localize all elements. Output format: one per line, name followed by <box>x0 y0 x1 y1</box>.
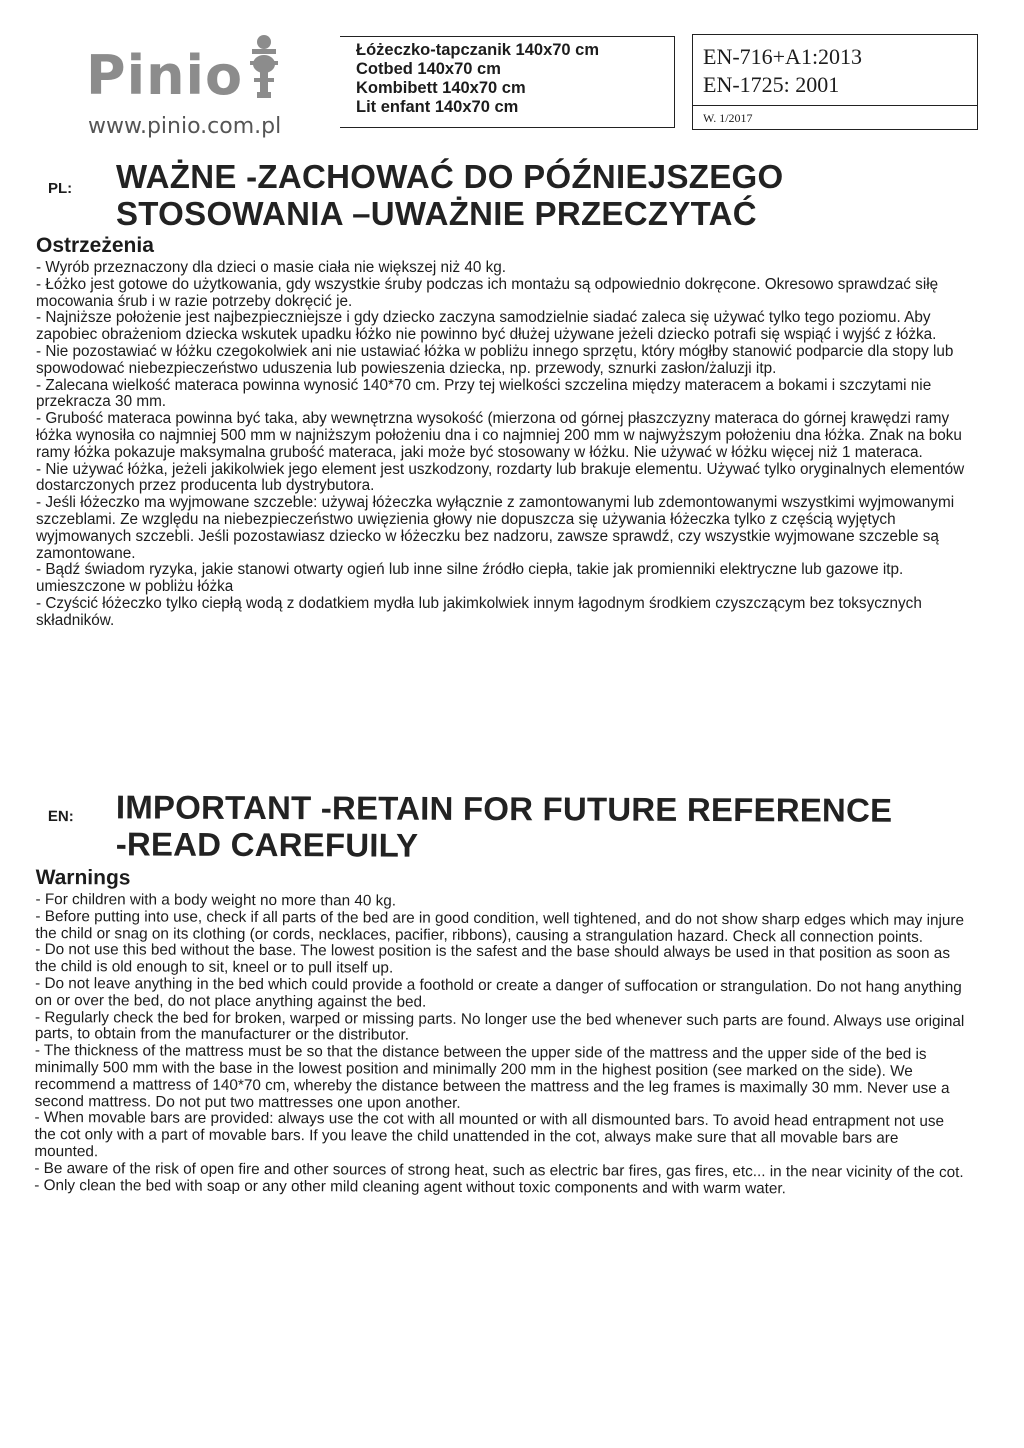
warnings-subheading: Ostrzeżenia <box>36 234 154 257</box>
product-names-box <box>340 36 675 128</box>
warning-item: - Jeśli łóżeczko ma wyjmowane szczeble: używaj łóżeczka wyłącznie z zamontowanymi lub zdemontowanymi wszystkimi wyjmowanymi szczeblami. Ze względu na niebezpieczeństwo uwięzienia głowy nie dopuszcza się używania łóżeczka tylko z częścią wyjętych wyjmowanych szczebli. Jeśli pozostawiasz dziecko w łóżeczku bez nadzoru, zawsze sprawdź, czy wszystkie wyjmowane szczeble są zamontowane. <box>36 494 955 562</box>
heading-line: -READ CAREFUILY <box>115 825 419 864</box>
standard-code: EN-1725: 2001 <box>703 72 840 97</box>
heading-line: STOSOWANIA –UWAŻNIE PRZECZYTAĆ <box>116 195 757 232</box>
heading-line: IMPORTANT -RETAIN FOR FUTURE REFERENCE <box>115 788 893 829</box>
warning-item: - Do not use this bed without the base. The lowest position is the safest and the base should always be used in that position as soon as the child is old enough to sit, kneel or to pull itself up. <box>35 941 951 977</box>
warning-item: - For children with a body weight no more than 40 kg. <box>35 890 397 910</box>
warning-item: - Regularly check the bed for broken, warped or missing parts. No longer use the bed whenever such parts are found. Always use original parts, to obtain from the manufacturer or the distributor. <box>34 1008 965 1045</box>
english-section <box>34 788 966 1198</box>
warning-item: - Be aware of the risk of open fire and other sources of strong heat, such as electric bar fires, gas fires, etc... in the near vicinity of the cot. <box>34 1159 964 1181</box>
language-label: EN: <box>47 808 74 826</box>
warning-item: - Nie używać łóżka, jeżeli jakikolwiek jego element jest uszkodzony, rozdarty lub brakuje elementu. Używać tylko oryginalnych elementów dostarczonych przez producenta lub dystrybutora. <box>36 460 965 495</box>
warning-item: - Łóżko jest gotowe do użytkowania, gdy wszystkie śruby podczas ich montażu są odpowiednio dokręcone. Okresowo sprawdzać siłę mocowania śrub i w razie potrzeby dokręcić je. <box>36 275 939 310</box>
website-url: www.pinio.com.pl <box>88 114 282 139</box>
polish-section <box>36 158 966 630</box>
section-heading <box>116 158 966 232</box>
product-name: Lit enfant 140x70 cm <box>356 98 519 116</box>
brand-name: Pinio <box>86 44 244 107</box>
warning-item: - Nie pozostawiać w łóżku czegokolwiek ani nie ustawiać łóżka w pobliżu innego sprzętu, który mógłby stanowić podparcie dla stopy lub spowodować niebezpieczeństwo uduszenia lub powieszenia dziecka, np. przewody, sznurki zasłon/żaluzji itp. <box>36 342 954 377</box>
warning-item: - Zalecana wielkość materaca powinna wynosić 140*70 cm. Przy tej wielkości szczelina między materacem a bokami i szczytami nie przekracza 30 mm. <box>36 376 932 411</box>
language-label: PL: <box>48 180 73 197</box>
warning-item: - Grubość materaca powinna być taka, aby wewnętrzna wysokość (mierzona od górnej płaszczyzny materaca do górnej krawędzi ramy łóżka wynosiła co najmniej 500 mm w najniższym położeniu dna i co najmniej 200 mm w najwyższym położeniu dna łóżka. Znak na boku ramy łóżka pokazuje maksymalna grubość materaca, jaki może być stosowany w łóżku. Nie używać w łóżku więcej niż 1 materaca. <box>36 410 962 461</box>
warning-item: - The thickness of the mattress must be so that the distance between the upper side of the mattress and the upper side of the bed is minimally 500 mm with the base in the lowest position and minimally 200 mm in the highest position (see marked on the side). We recommend a mattress of 140*70 cm, whereby the distance between the mattress and the leg frames is maximally 30 mm. Never use a second mattress. Do not put two mattresses one upon another. <box>34 1042 950 1112</box>
pinocchio-logo-icon <box>244 34 284 104</box>
warning-item: - Czyścić łóżeczko tylko ciepłą wodą z dodatkiem mydła lub jakimkolwiek innym łagodnym środkiem czyszczącym bez toksycznych składników. <box>36 594 922 629</box>
warning-item: - When movable bars are provided: always use the cot with all mounted or with all dismounted bars. To avoid head entrapment not use the cot only with a part of movable bars. If you leave the child unattended in the cot, always make sure that all movable bars are mounted. <box>34 1109 945 1161</box>
warning-item: - Bądź świadom ryzyka, jakie stanowi otwarty ogień lub inne silne źródło ciepła, takie jak promienniki elektryczne lub gazowe itp. umieszczone w pobliżu łóżka <box>36 561 904 596</box>
standards-box <box>692 34 978 130</box>
warning-item: - Do not leave anything in the bed which could provide a foothold or create a danger of suffocation or strangulation. Do not hang anything on or over the bed, do not place anything against the bed. <box>35 974 962 1011</box>
product-name: Łóżeczko-tapczanik 140x70 cm <box>356 41 600 59</box>
standard-code: EN-716+A1:2013 <box>703 44 863 69</box>
heading-line: WAŻNE -ZACHOWAĆ DO PÓŹNIEJSZEGO <box>116 158 784 195</box>
warning-item: - Najniższe położenie jest najbezpieczniejsze i gdy dziecko zaczyna samodzielnie siadać zaleca się używać tylko tego poziomu. Aby zapobiec obrażeniom dziecka wskutek upadku łóżko nie powinno być dłużej używane jeżeli dziecko potrafi się wspiąć i wyjść z łóżka. <box>36 309 937 344</box>
document-version: W. 1/2017 <box>693 105 977 126</box>
section-heading <box>116 788 966 866</box>
warning-item: - Only clean the bed with soap or any other mild cleaning agent without toxic components and with warm water. <box>34 1176 786 1197</box>
warnings-subheading: Warnings <box>35 865 131 890</box>
brand-logo <box>86 34 326 139</box>
product-name: Cotbed 140x70 cm <box>356 60 501 78</box>
warning-item: - Before putting into use, check if all parts of the bed are in good condition, well tightened, and do not show sharp edges which may injure the child or snag on its clothing (or cords, necklaces, pacifier, ribbons), causing a strangulation hazard. Check all connection points. <box>35 907 965 946</box>
product-name: Kombibett 140x70 cm <box>356 79 526 97</box>
warning-item: - Wyrób przeznaczony dla dzieci o masie ciała nie większej niż 40 kg. <box>36 259 507 276</box>
